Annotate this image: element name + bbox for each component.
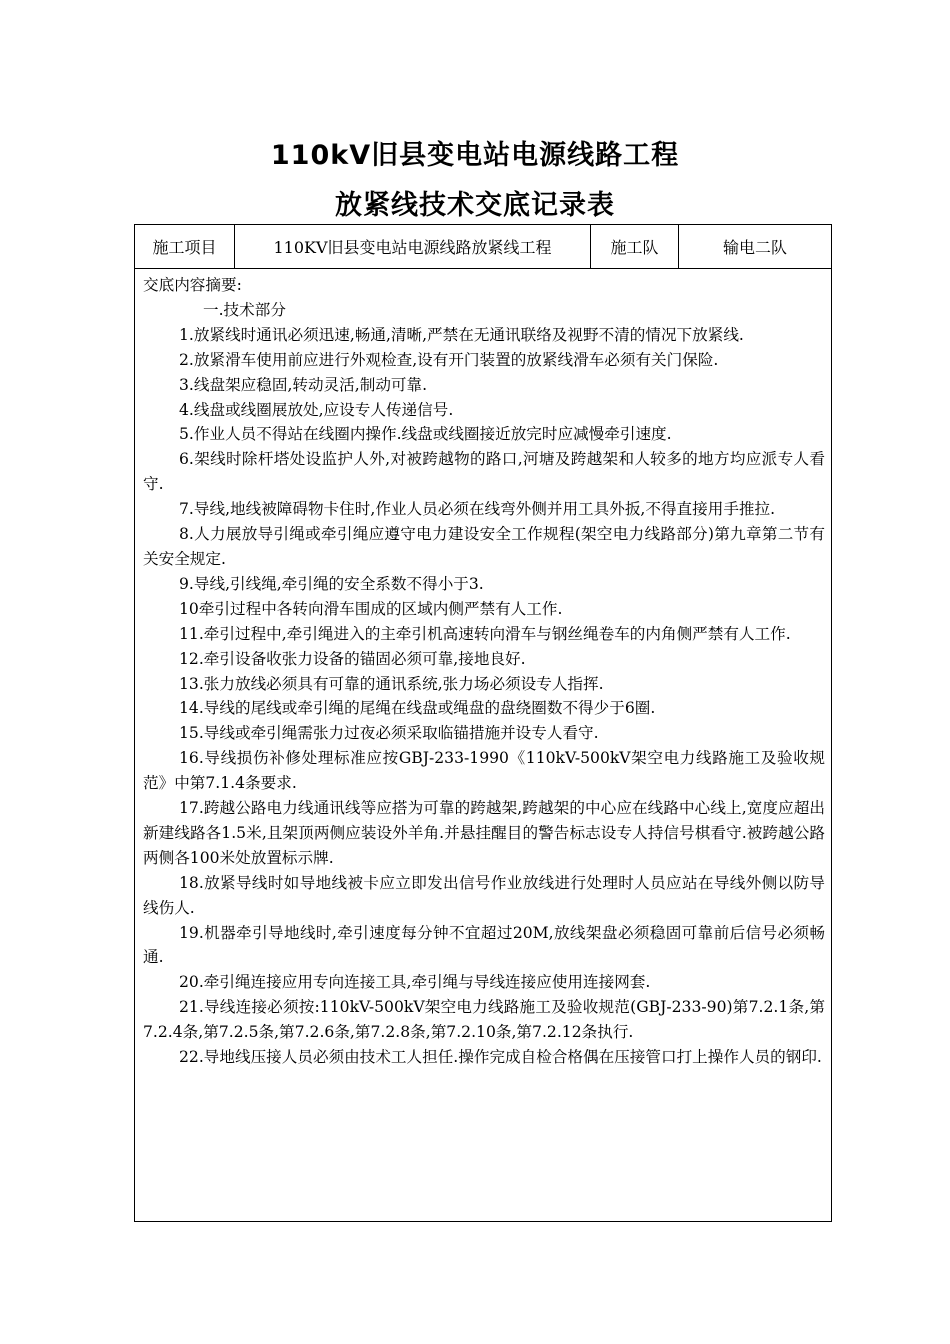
- section-title: 一.技术部分: [203, 300, 286, 319]
- list-item: 18.放紧导线时如导地线被卡应立即发出信号作业放线进行处理时人员应站在导线外侧以防导线伤人.: [143, 873, 825, 917]
- list-item: 19.机器牵引导地线时,牵引速度每分钟不宜超过20M,放线架盘必须稳固可靠前后信号必须畅通.: [143, 923, 825, 967]
- list-item: 21.导线连接必须按:110kV-500kV架空电力线路施工及验收规范(GBJ-233-90)第7.2.1条,第7.2.4条,第7.2.5条,第7.2.6条,第7.2.8条,第7.2.10条,第7.2.12条执行.: [143, 998, 825, 1042]
- list-item: 3.线盘架应稳固,转动灵活,制动可靠.: [179, 375, 428, 394]
- list-item: 6.架线时除杆塔处设监护人外,对被跨越物的路口,河塘及跨越架和人较多的地方均应派专人看守.: [143, 450, 825, 494]
- team-value-cell: 输电二队: [722, 238, 787, 257]
- list-item: 13.张力放线必须具有可靠的通讯系统,张力场必须设专人指挥.: [179, 674, 604, 693]
- list-item: 16.导线损伤补修处理标准应按GBJ-233-1990《110kV-500kV架空电力线路施工及验收规范》中第7.1.4条要求.: [143, 749, 825, 793]
- summary-label: 交底内容摘要:: [143, 276, 242, 294]
- list-item: 20.牵引绳连接应用专向连接工具,牵引绳与导线连接应使用连接网套.: [179, 973, 651, 992]
- list-item: 9.导线,引线绳,牵引绳的安全系数不得小于3.: [179, 574, 484, 593]
- list-item: 17.跨越公路电力线通讯线等应搭为可靠的跨越架,跨越架的中心应在线路中心线上,宽度应超出新建线路各1.5米,且架顶两侧应装设外羊角.并悬挂醒目的警告标志设专人持信号棋看守.被跨越公路两侧各100米处放置标示牌.: [143, 799, 825, 867]
- list-item: 12.牵引设备收张力设备的锚固必须可靠,接地良好.: [179, 649, 526, 668]
- project-label-cell: 施工项目: [135, 225, 235, 268]
- list-item: 7.导线,地线被障碍物卡住时,作业人员必须在线弯外侧并用工具外扳,不得直接用手推拉.: [179, 500, 776, 519]
- list-item: 14.导线的尾线或牵引绳的尾绳在线盘或绳盘的盘绕圈数不得少于6圈.: [179, 699, 656, 718]
- document-title: 110kV旧县变电站电源线路工程: [270, 140, 680, 171]
- project-value-cell: 110KV旧县变电站电源线路放紧线工程: [235, 225, 591, 268]
- list-item: 22.导地线压接人员必须由技术工人担任.操作完成自检合格偶在压接管口打上操作人员的钢印.: [179, 1048, 822, 1067]
- record-table: [134, 224, 832, 1222]
- list-item: 1.放紧线时通讯必须迅速,畅通,清晰,严禁在无通讯联络及视野不清的情况下放紧线.: [179, 325, 744, 344]
- list-item: 10牵引过程中各转向滑车围成的区域内侧严禁有人工作.: [179, 599, 563, 618]
- content-summary-cell: [135, 269, 831, 1221]
- list-item: 15.导线或牵引绳需张力过夜必须采取临锚措施并设专人看守.: [179, 724, 599, 743]
- document-subtitle: 放紧线技术交底记录表: [335, 190, 615, 221]
- technical-items-list: [143, 323, 825, 1070]
- list-item: 8.人力展放导引绳或牵引绳应遵守电力建设安全工作规程(架空电力线路部分)第九章第二节有关安全规定.: [143, 525, 825, 568]
- list-item: 4.线盘或线圈展放处,应设专人传递信号.: [179, 400, 454, 419]
- list-item: 2.放紧滑车使用前应进行外观检查,设有开门装置的放紧线滑车必须有关门保险.: [179, 350, 719, 369]
- table-header-row: [135, 225, 831, 269]
- team-label-cell: 施工队: [591, 225, 679, 268]
- list-item: 5.作业人员不得站在线圈内操作.线盘或线圈接近放完时应减慢牵引速度.: [179, 425, 672, 444]
- list-item: 11.牵引过程中,牵引绳进入的主牵引机高速转向滑车与钢丝绳卷车的内角侧严禁有人工作.: [179, 624, 791, 643]
